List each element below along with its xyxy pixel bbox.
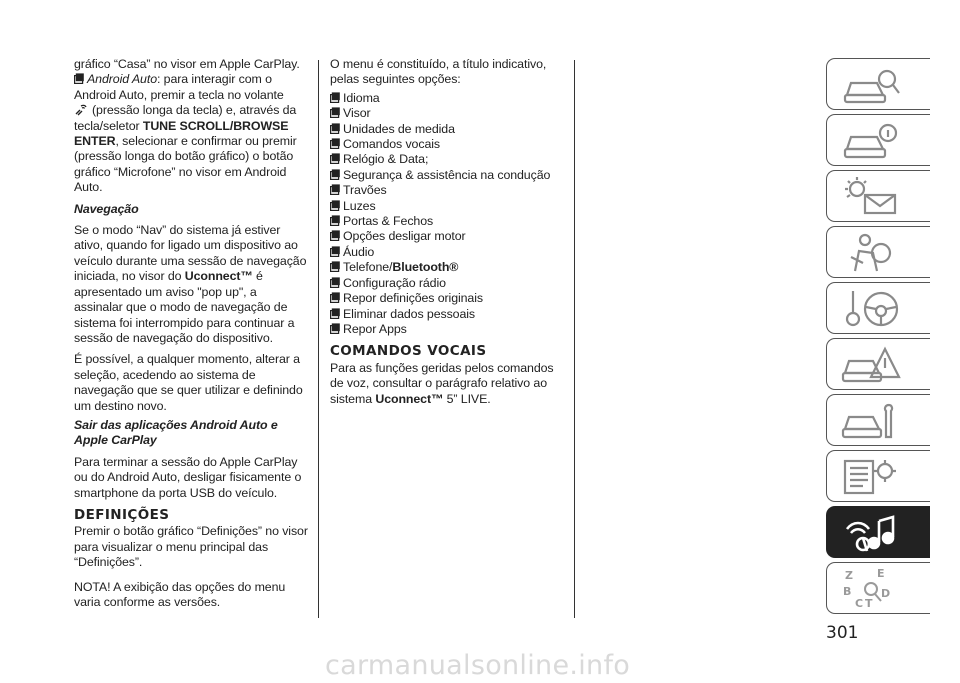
list-item: Segurança & assistência na condução xyxy=(330,168,565,183)
paragraph-comandos-vocais: Para as funções geridas pelos comandos de voz, consultar o parágrafo relativo ao sistema Uconnect™ 5” LIVE. xyxy=(330,360,554,406)
paragraph-casa: gráfico “Casa” no visor em Apple CarPlay. xyxy=(74,57,300,71)
paragraph-navegacao-1: Se o modo “Nav” do sistema já estiver ativo, quando for ligado um dispositivo ao veículo durante uma sessão de navegação iniciada, no visor do Uconnect™ é apresentado um aviso "pop up", a assinalar que o modo de navegação de sistema foi interrompido para continuar a sessão de navegação do dispositivo. xyxy=(74,223,307,345)
voice-command-icon xyxy=(74,103,88,117)
paragraph-sair: Para terminar a sessão do Apple CarPlay ou do Android Auto, desligar fisicamente o smartphone da porta USB do veículo. xyxy=(74,454,302,500)
checkbox-bullet-icon xyxy=(330,246,340,257)
svg-text:D: D xyxy=(881,587,891,600)
alphabet-index-icon xyxy=(841,567,905,611)
checkbox-bullet-icon xyxy=(330,277,340,288)
svg-text:B: B xyxy=(843,585,852,598)
warning-light-envelope-icon xyxy=(841,175,905,219)
tab-car-search[interactable] xyxy=(826,58,930,110)
tab-technical-specs[interactable] xyxy=(826,450,930,502)
list-item: Repor definições originais xyxy=(330,291,565,306)
tab-car-info[interactable] xyxy=(826,114,930,166)
tab-index[interactable] xyxy=(826,562,930,614)
list-item: Áudio xyxy=(330,245,565,260)
list-item: Portas & Fechos xyxy=(330,214,565,229)
heading-navegacao: Navegação xyxy=(74,201,139,216)
checkbox-bullet-icon xyxy=(330,230,340,241)
steering-wheel-key-icon xyxy=(841,287,905,331)
right-column xyxy=(330,57,565,407)
tab-safety[interactable] xyxy=(826,226,930,278)
list-item: Comandos vocais xyxy=(330,137,565,152)
checkbox-bullet-icon xyxy=(330,92,340,103)
checkbox-bullet-icon xyxy=(74,73,84,84)
list-item: Luzes xyxy=(330,199,565,214)
heading-sair-aplicacoes: Sair das aplicações Android Auto e Apple CarPlay xyxy=(74,417,278,448)
watermark: carmanualsonline.info xyxy=(325,650,631,681)
settings-menu-list xyxy=(330,91,565,338)
airbag-person-icon xyxy=(841,231,905,275)
column-divider-1 xyxy=(318,60,319,618)
svg-text:T: T xyxy=(865,597,873,610)
svg-text:Z: Z xyxy=(845,569,853,582)
tab-emergency[interactable] xyxy=(826,338,930,390)
list-item: Eliminar dados pessoais xyxy=(330,307,565,322)
tab-maintenance[interactable] xyxy=(826,394,930,446)
car-search-icon xyxy=(841,63,905,107)
specs-gear-icon xyxy=(841,455,905,499)
list-item: Relógio & Data; xyxy=(330,152,565,167)
paragraph-tune-scroll: (pressão longa da tecla) e, através da tecla/seletor TUNE SCROLL/BROWSE ENTER, selecionar e confirmar ou premir (pressão longa do botão gráfico) o botão gráfico “Microfone” no visor em Android Auto. xyxy=(74,103,297,195)
tab-multimedia[interactable] xyxy=(826,506,930,558)
list-item: Configuração rádio xyxy=(330,276,565,291)
list-item: Unidades de medida xyxy=(330,122,565,137)
checkbox-bullet-icon xyxy=(330,153,340,164)
checkbox-bullet-icon xyxy=(330,138,340,149)
svg-text:C: C xyxy=(855,597,864,610)
car-warning-triangle-icon xyxy=(841,343,905,387)
checkbox-bullet-icon xyxy=(330,323,340,334)
svg-text:E: E xyxy=(877,567,885,580)
checkbox-bullet-icon xyxy=(330,261,340,272)
checkbox-bullet-icon xyxy=(330,184,340,195)
checkbox-bullet-icon xyxy=(330,200,340,211)
checkbox-bullet-icon xyxy=(330,292,340,303)
list-item: Travões xyxy=(330,183,565,198)
tab-starting-driving[interactable] xyxy=(826,282,930,334)
column-divider-2 xyxy=(574,60,575,618)
paragraph-navegacao-2: É possível, a qualquer momento, alterar a seleção, acedendo ao sistema de navegação que se quer utilizar e definindo um destino novo. xyxy=(74,352,303,413)
multimedia-music-icon xyxy=(841,511,905,555)
paragraph-menu-intro: O menu é constituído, a título indicativo, pelas seguintes opções: xyxy=(330,57,547,87)
checkbox-bullet-icon xyxy=(330,123,340,134)
checkbox-bullet-icon xyxy=(330,308,340,319)
paragraph-definicoes-1: Premir o botão gráfico “Definições” no visor para visualizar o menu principal das “Definições”. xyxy=(74,524,308,570)
heading-comandos-vocais: COMANDOS VOCAIS xyxy=(330,343,487,360)
page-number: 301 xyxy=(826,623,859,643)
checkbox-bullet-icon xyxy=(330,215,340,226)
car-info-icon xyxy=(841,119,905,163)
list-item: Visor xyxy=(330,106,565,121)
list-item: Opções desligar motor xyxy=(330,229,565,244)
car-wrench-icon xyxy=(841,399,905,443)
list-item: Repor Apps xyxy=(330,322,565,337)
left-column xyxy=(74,57,308,610)
checkbox-bullet-icon xyxy=(330,169,340,180)
paragraph-android-auto: Android Auto: para interagir com o Android Auto, premir a tecla no volante xyxy=(74,72,284,102)
paragraph-nota: NOTA! A exibição das opções do menu varia conforme as versões. xyxy=(74,579,286,609)
tab-warning-lights[interactable] xyxy=(826,170,930,222)
heading-definicoes: DEFINIÇÕES xyxy=(74,506,170,523)
list-item: Telefone/Bluetooth® xyxy=(330,260,565,275)
list-item: Idioma xyxy=(330,91,565,106)
checkbox-bullet-icon xyxy=(330,107,340,118)
